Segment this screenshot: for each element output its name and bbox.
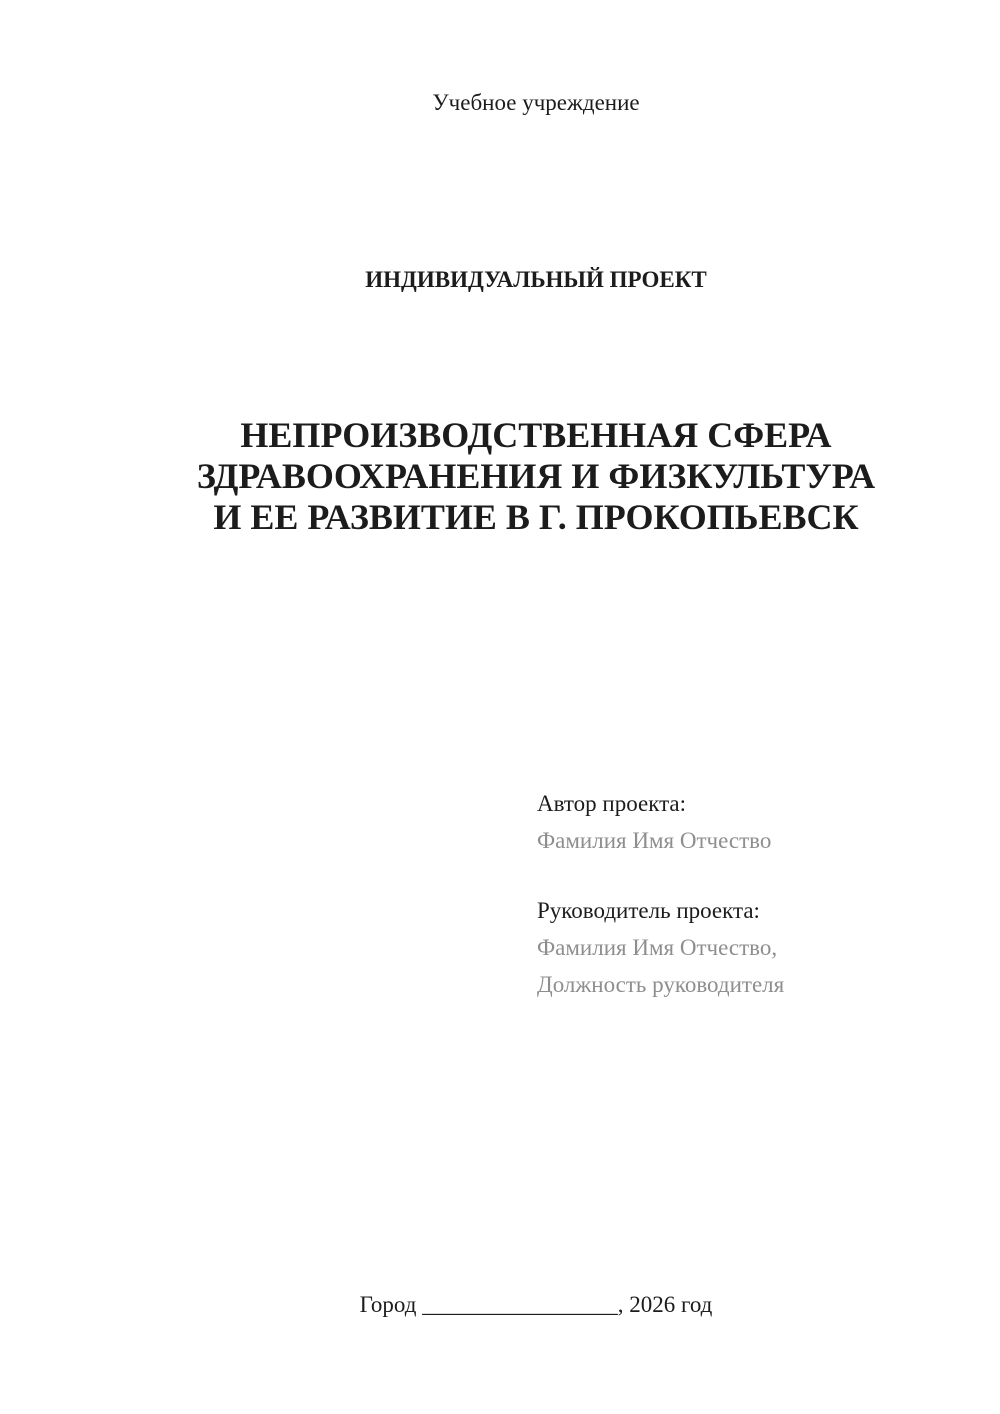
supervisor-label: Руководитель проекта: xyxy=(537,898,760,923)
supervisor-position-placeholder: Должность руководителя xyxy=(537,972,785,997)
author-label: Автор проекта: xyxy=(537,791,686,816)
project-title-line-1: НЕПРОИЗВОДСТВЕННАЯ СФЕРА xyxy=(240,415,832,455)
institution-name: Учебное учреждение xyxy=(432,90,640,115)
author-name-placeholder: Фамилия Имя Отчество xyxy=(537,828,772,853)
supervisor-block xyxy=(537,892,784,1003)
author-block xyxy=(537,785,771,859)
document-type-heading: ИНДИВИДУАЛЬНЫЙ ПРОЕКТ xyxy=(365,267,707,292)
project-title-line-2: ЗДРАВООХРАНЕНИЯ И ФИЗКУЛЬТУРА xyxy=(196,456,876,496)
project-title xyxy=(143,415,929,538)
supervisor-name-placeholder: Фамилия Имя Отчество, xyxy=(537,935,778,960)
project-title-line-3: И ЕЕ РАЗВИТИЕ В Г. ПРОКОПЬЕВСК xyxy=(213,497,859,537)
footer-city-year: Город _________________, 2026 год xyxy=(359,1292,713,1317)
